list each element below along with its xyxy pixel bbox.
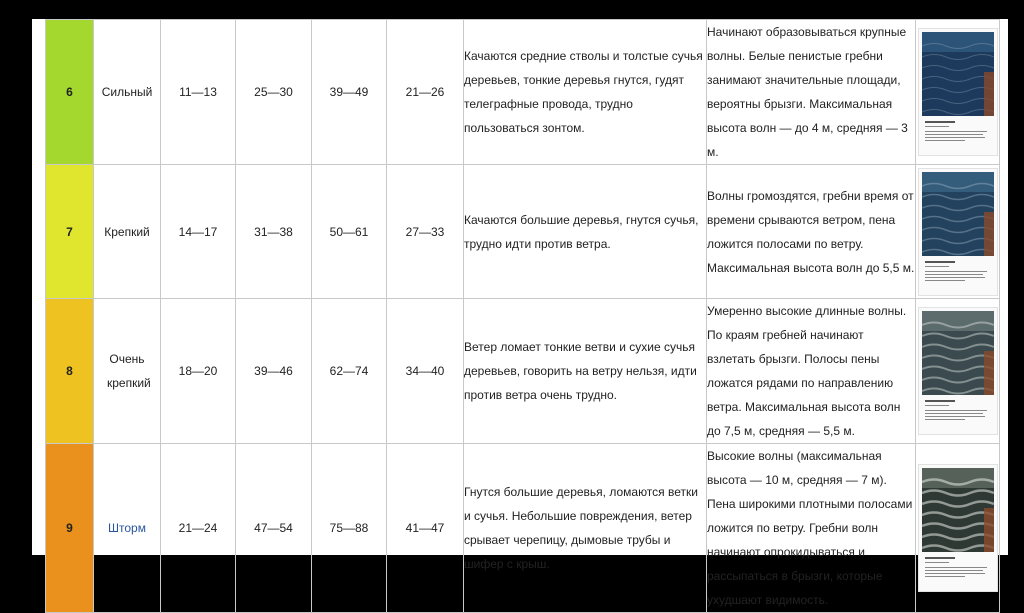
sea-effect-cell: Умеренно высокие длинные волны. По краям гребней начинают взлетать брызги. Полосы пены ложатся рядами по направлению ветра. Максимальная высота волн до 7,5 м, средняя — 5,5 м. [707,299,916,444]
sea-photo-force-6[interactable] [918,28,998,156]
range-1-cell: 14—17 [161,165,236,299]
photo-cell [916,165,1000,299]
photo-cell [916,299,1000,444]
range-4-cell: 34—40 [387,299,464,444]
range-2-cell: 47—54 [236,444,312,613]
photo-cell [916,20,1000,165]
range-2-cell: 31—38 [236,165,312,299]
sea-photo-image [922,172,994,256]
table-viewport [32,19,1008,607]
table-row [46,444,1000,613]
sea-photo-force-9[interactable] [918,464,998,592]
sea-effect-cell: Волны громоздятся, гребни время от времени срываются ветром, пена ложится полосами по ветру. Максимальная высота волн до 5,5 м. [707,165,916,299]
sea-photo-image [922,311,994,395]
range-4-cell: 41—47 [387,444,464,613]
wind-name-cell [94,299,161,444]
sea-photo-image [922,32,994,116]
table-row [46,165,1000,299]
force-number-cell: 7 [46,165,94,299]
sea-effect-cell: Начинают образовываться крупные волны. Белые пенистые гребни занимают значительные площади, вероятны брызги. Максимальная высота волн — до 4 м, средняя — 3 м. [707,20,916,165]
range-4-cell: 21—26 [387,20,464,165]
range-1-cell: 11—13 [161,20,236,165]
sea-effect-cell: Высокие волны (максимальная высота — 10 м, средняя — 7 м). Пена широкими плотными полосами ложится по ветру. Гребни волн начинают опрокидываться и рассыпаться в брызги, которые ухудшают видимость. [707,444,916,613]
land-effect-cell: Качаются большие деревья, гнутся сучья, трудно идти против ветра. [464,165,707,299]
wind-name-cell [94,165,161,299]
table-body [46,20,1000,613]
range-2-cell: 39—46 [236,299,312,444]
range-3-cell: 50—61 [312,165,387,299]
photo-caption-graphic [925,400,993,422]
wind-name-link[interactable]: Шторм [108,521,146,535]
photo-caption-graphic [925,261,993,283]
wind-name-cell [94,444,161,613]
wind-name: Крепкий [104,224,150,239]
force-number-cell: 6 [46,20,94,165]
sea-photo-force-7[interactable] [918,168,998,296]
range-3-cell: 75—88 [312,444,387,613]
range-2-cell: 25—30 [236,20,312,165]
photo-caption-graphic [925,557,993,579]
land-effect-cell: Ветер ломает тонкие ветви и сухие сучья деревьев, говорить на ветру нельзя, идти против ветра очень трудно. [464,299,707,444]
photo-cell [916,444,1000,613]
force-number-cell: 8 [46,299,94,444]
range-1-cell: 21—24 [161,444,236,613]
range-4-cell: 27—33 [387,165,464,299]
range-3-cell: 62—74 [312,299,387,444]
range-3-cell: 39—49 [312,20,387,165]
wind-name-cell [94,20,161,165]
wind-name: Сильный [101,85,153,99]
photo-caption-graphic [925,121,993,143]
wind-name: Очень крепкий [107,352,151,390]
sea-photo-force-8[interactable] [918,307,998,435]
table-row [46,20,1000,165]
land-effect-cell: Качаются средние стволы и толстые сучья деревьев, тонкие деревья гнутся, гудят телеграфные провода, трудно пользоваться зонтом. [464,20,707,165]
table-row [46,299,1000,444]
force-number-cell: 9 [46,444,94,613]
beaufort-scale-table [45,19,1000,613]
land-effect-cell: Гнутся большие деревья, ломаются ветки и сучья. Небольшие повреждения, ветер срывает черепицу, дымовые трубы и шифер с крыш. [464,444,707,613]
sea-photo-image [922,468,994,552]
range-1-cell: 18—20 [161,299,236,444]
